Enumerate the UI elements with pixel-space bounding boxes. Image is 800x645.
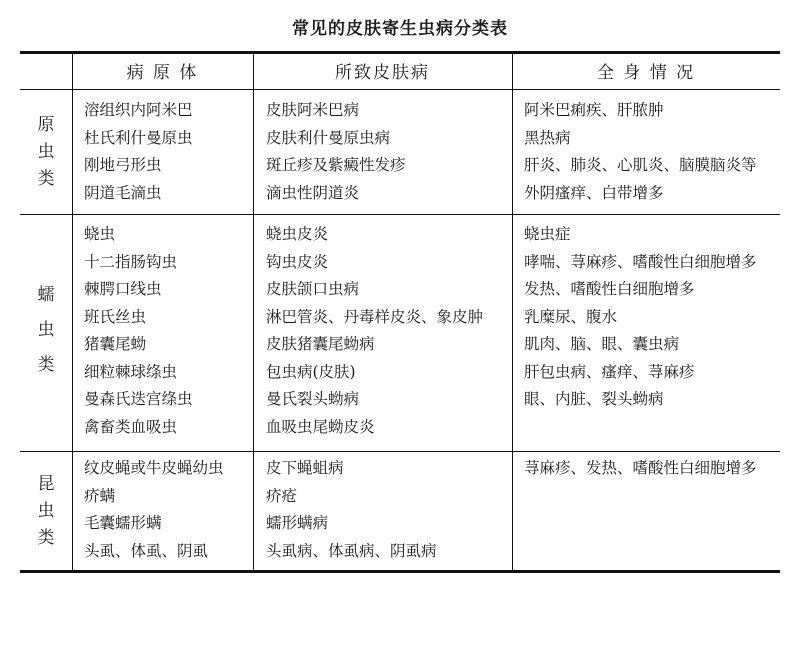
list-item: 滴虫性阴道炎: [266, 183, 360, 202]
header-skin-disease: 所致皮肤病: [335, 63, 430, 83]
list-item: 禽畜类血吸虫: [84, 417, 178, 436]
list-item: 杜氏利什曼原虫: [84, 128, 193, 147]
helminth-systemic: [524, 221, 757, 414]
insect-pathogens: [84, 455, 224, 565]
list-item: 细粒棘球绦虫: [84, 362, 178, 381]
list-item: 疥螨: [84, 486, 116, 505]
list-item: 刚地弓形虫: [84, 156, 162, 174]
list-item: 发热、嗜酸性白细胞增多: [524, 280, 695, 298]
list-item: 肝炎、肺炎、心肌炎、脑膜脑炎等: [524, 156, 757, 174]
protozoa-pathogens: [84, 97, 193, 207]
list-item: 头虱病、体虱病、阴虱病: [266, 541, 437, 560]
list-item: 荨麻疹、发热、嗜酸性白细胞增多: [524, 459, 757, 477]
column-divider-2: [253, 53, 254, 570]
list-item: 蛲虫: [84, 225, 116, 243]
header-systemic: 全 身 情 况: [596, 63, 696, 83]
bottom-rule: [20, 570, 780, 573]
list-item: 乳糜尿、腹水: [524, 307, 618, 326]
list-item: 皮下蝇蛆病: [266, 459, 344, 477]
list-item: 钩虫皮炎: [266, 252, 329, 271]
category-char: 虫: [37, 501, 55, 521]
column-divider-1: [72, 53, 73, 570]
list-item: 头虱、体虱、阴虱: [84, 541, 209, 560]
list-item: 哮喘、荨麻疹、嗜酸性白细胞增多: [524, 252, 757, 271]
protozoa-systemic: [524, 97, 757, 207]
category-insects: [20, 471, 72, 552]
category-char: 昆: [37, 474, 55, 494]
list-item: 黑热病: [524, 128, 571, 147]
list-item: 皮肤利什曼原虫病: [266, 128, 391, 147]
category-helminths: [20, 282, 72, 379]
column-divider-3: [512, 53, 513, 570]
category-char: 虫: [37, 142, 55, 162]
insect-skin-diseases: [266, 455, 437, 565]
category-char: 类: [37, 355, 55, 375]
table-title: 常见的皮肤寄生虫病分类表: [292, 19, 508, 39]
category-protozoa: [20, 112, 72, 193]
group-rule-2: [20, 451, 780, 452]
list-item: 溶组织内阿米巴: [84, 101, 193, 119]
list-item: 阴道毛滴虫: [84, 183, 162, 202]
protozoa-skin-diseases: [266, 97, 406, 207]
category-char: 原: [37, 115, 55, 135]
list-item: 眼、内脏、裂头蚴病: [524, 390, 664, 408]
list-item: 皮肤阿米巴病: [266, 101, 360, 119]
helminth-pathogens: [84, 221, 193, 441]
list-item: 肝包虫病、瘙痒、荨麻疹: [524, 362, 695, 381]
list-item: 班氏丝虫: [84, 307, 147, 326]
list-item: 蠕形螨病: [266, 514, 329, 532]
list-item: 疥疮: [266, 486, 298, 505]
header-pathogen: 病 原 体: [126, 63, 199, 83]
list-item: 蛲虫症: [524, 225, 571, 243]
list-item: 阿米巴痢疾、肝脓肿: [524, 101, 664, 119]
list-item: 棘腭口线虫: [84, 280, 162, 298]
helminth-skin-diseases: [266, 221, 483, 441]
list-item: 蛲虫皮炎: [266, 225, 329, 243]
list-item: 皮肤猪囊尾蚴病: [266, 335, 375, 353]
list-item: 曼森氏迭宫绦虫: [84, 390, 193, 408]
list-item: 淋巴管炎、丹毒样皮炎、象皮肿: [266, 307, 484, 326]
list-item: 十二指肠钩虫: [84, 252, 178, 271]
list-item: 外阴瘙痒、白带增多: [524, 183, 664, 202]
category-char: 虫: [37, 320, 55, 340]
list-item: 猪囊尾蚴: [84, 335, 147, 353]
category-char: 类: [37, 528, 55, 548]
list-item: 纹皮蝇或牛皮蝇幼虫: [84, 459, 224, 477]
list-item: 曼氏裂头蚴病: [266, 390, 360, 408]
list-item: 包虫病(皮肤): [266, 362, 356, 381]
group-rule-1: [20, 214, 780, 215]
list-item: 斑丘疹及紫癜性发疹: [266, 156, 406, 174]
top-rule: [20, 51, 780, 54]
list-item: 毛囊蠕形螨: [84, 514, 162, 532]
list-item: 皮肤颌口虫病: [266, 280, 360, 298]
list-item: 血吸虫尾蚴皮炎: [266, 417, 375, 436]
list-item: 肌肉、脑、眼、囊虫病: [524, 335, 680, 353]
insect-systemic: [524, 455, 757, 483]
category-char: 蠕: [37, 285, 55, 305]
header-rule: [20, 89, 780, 90]
category-char: 类: [37, 169, 55, 189]
